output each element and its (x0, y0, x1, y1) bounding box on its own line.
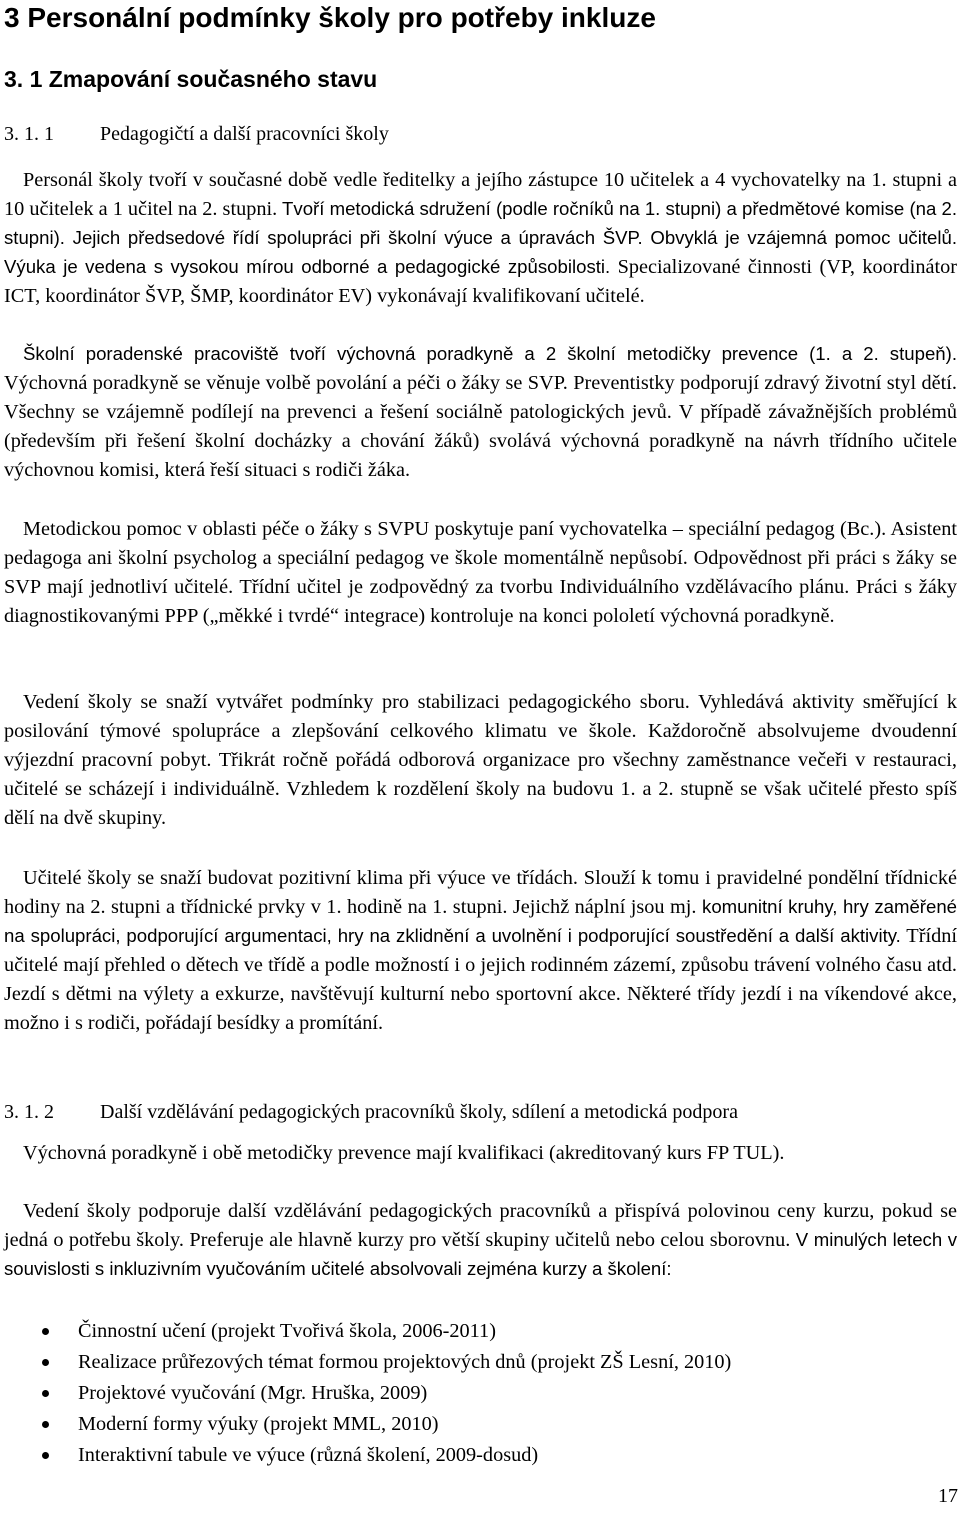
sentence: Personál školy tvoří v současné době vedle ředitelky a jejího zástupce 10 učitelek a 4 vychovatelky na 1. stupni a 10 učitelek a 1 učitel na 2. stupni. (4, 169, 957, 220)
paragraph-qualification: Výchovná poradkyně i obě metodičky prevence mají kvalifikaci (akreditovaný kurs FP TUL). (23, 1142, 785, 1164)
sentence: Vedení školy podporuje další vzdělávání pedagogických pracovníků a přispívá polovinou ceny kurzu, pokud se jedná o potřebu školy. Preferuje ale hlavně kurzy pro větší skupiny učitelů nebo celou sborovnu. (4, 1200, 957, 1251)
list-item: Činnostní učení (projekt Tvořivá škola, 2006-2011) (0, 1316, 731, 1347)
chapter-heading: 3 Personální podmínky školy pro potřeby inkluze (4, 2, 656, 33)
bullet-icon (42, 1452, 49, 1459)
subsection-heading-311 (4, 121, 389, 147)
subsection-number: 3. 1. 2 (4, 1101, 54, 1123)
sentence: Učitelé školy se snaží budovat pozitivní klima při výuce ve třídách. Slouží k tomu i pravidelné pondělní třídnické hodiny na 2. stupni a třídnické prvky v 1. hodině na 1. stupni. Jejichž náplní jsou mj. (4, 867, 957, 918)
section-heading: 3. 1 Zmapování současného stavu (4, 66, 378, 92)
paragraph-further-education (4, 1197, 957, 1284)
sentence: Třídní učitelé mají přehled o dětech ve třídě a podle možností i o jejich rodinném zázemí, způsobu trávení volného času atd. Jezdí s dětmi na výlety a exkurze, navštěvují kulturní nebo sportovní akce. Některé třídy jezdí i na víkendové akce, možno i s rodiči, pořádají besídky a promítání. (4, 924, 957, 1034)
list-item: Moderní formy výuky (projekt MML, 2010) (0, 1409, 731, 1440)
subsection-number: 3. 1. 1 (4, 123, 54, 145)
bullet-icon (42, 1359, 49, 1366)
list-item: Realizace průřezových témat formou projektových dnů (projekt ZŠ Lesní, 2010) (0, 1347, 731, 1378)
paragraph-staff (4, 166, 957, 311)
sentence: Školní poradenské pracoviště tvoří výchovná poradkyně a 2 školní metodičky prevence (1. a 2. stupeň). (23, 343, 957, 364)
subsection-title: Pedagogičtí a další pracovníci školy (100, 123, 389, 145)
paragraph-climate (4, 864, 957, 1037)
sentence: Výchovná poradkyně se věnuje volbě povolání a péči o žáky se SVP. Preventistky podporují zdravý životní styl dětí. Všechny se vzájemně podílejí na prevenci a řešení sociálně patologických jevů. V případě závažnějších problémů (především při řešení školní docházky a chování žáků) svolává výchovná poradkyně na návrh třídního učitele výchovnou komisi, která řeší situaci s rodiči žáka. (4, 371, 957, 481)
sentence: Tvoří metodická sdružení (podle ročníků na 1. stupni) a předmětové komise (na 2. stupni). Jejich předsedové řídí spolupráci při školní výuce a úpravách ŠVP. Obvyklá je vzájemná pomoc učitelů. Výuka je vedena s vysokou mírou odborné a pedagogické způsobilosti. (4, 197, 957, 277)
subsection-heading-312 (4, 1099, 738, 1125)
list-item: Interaktivní tabule ve výuce (různá školení, 2009-dosud) (0, 1440, 731, 1471)
sentence: Specializované činnosti (VP, koordinátor ICT, koordinátor ŠVP, ŠMP, koordinátor EV) vykonávají kvalifikovaní učitelé. (4, 255, 957, 307)
courses-list (0, 1316, 731, 1471)
bullet-icon (42, 1328, 49, 1335)
paragraph-leadership: Vedení školy se snaží vytvářet podmínky pro stabilizaci pedagogického sboru. Vyhledává aktivity směřující k posilování týmové spolupráce a zlepšování celkového klimatu ve škole. Každoročně absolvujeme dvoudenní výjezdní pracovní pobyt. Třikrát ročně pořádá odborová organizace pro všechny zaměstnance večeři v restauraci, učitelé se scházejí i individuálně. Vzhledem k rozdělení školy na budovu 1. a 2. stupně se však učitelé přesto spíš dělí na dvě skupiny. (4, 691, 957, 829)
subsection-title: Další vzdělávání pedagogických pracovníků školy, sdílení a metodická podpora (100, 1101, 738, 1123)
paragraph-methodical-help: Metodickou pomoc v oblasti péče o žáky s SVPU poskytuje paní vychovatelka – speciální pedagog (Bc.). Asistent pedagoga ani školní psycholog a speciální pedagog ve škole momentálně nepůsobí. Odpovědnost při práci s žáky se SVP mají jednotliví učitelé. Třídní učitel je zodpovědný za tvorbu Individuálního vzdělávacího plánu. Práci s žáky diagnostikovanými PPP („měkké i tvrdé“ integrace) kontroluje na konci pololetí výchovná poradkyně. (4, 518, 957, 627)
sentence: V minulých letech v souvislosti s inkluzivním vyučováním učitelé absolvovali zejména kurzy a školení: (4, 1228, 957, 1279)
page-number: 17 (938, 1485, 958, 1507)
bullet-icon (42, 1390, 49, 1397)
list-item: Projektové vyučování (Mgr. Hruška, 2009) (0, 1378, 731, 1409)
bullet-icon (42, 1421, 49, 1428)
sentence: komunitní kruhy, hry zaměřené na spolupráci, podporující argumentaci, hry na zklidnění a uvolnění i podporující soustředění a další aktivity. (4, 895, 958, 946)
paragraph-counselling (4, 340, 957, 485)
